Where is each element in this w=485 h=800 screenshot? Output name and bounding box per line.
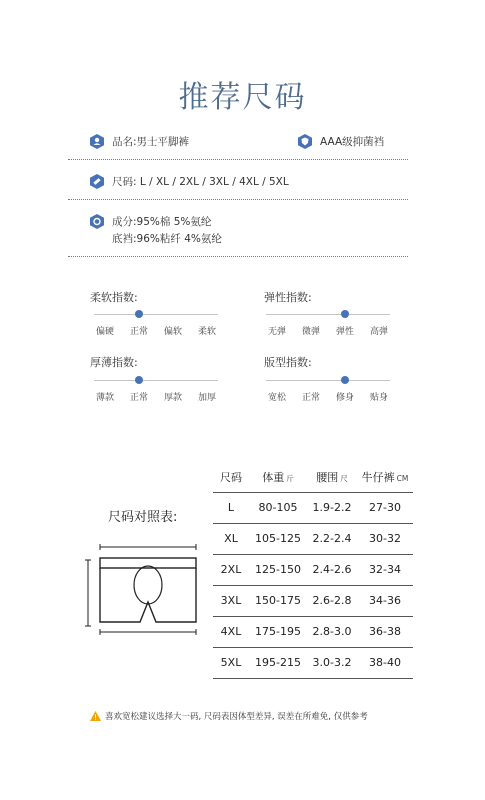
- scale-label: 高弹: [369, 327, 388, 337]
- table-row: 4XL 175-195 2.8-3.0 36-38: [213, 616, 413, 647]
- scale-label: 正常: [301, 393, 320, 403]
- boxer-diagram-icon: [74, 540, 204, 640]
- divider: [68, 159, 408, 160]
- product-name-row: [90, 134, 189, 149]
- header-waist: 腰围 尺: [307, 462, 357, 492]
- product-feature: AAA级抑菌裆: [320, 136, 385, 148]
- user-hex-icon: [90, 134, 104, 149]
- fit-index-title: 版型指数:: [264, 356, 312, 369]
- scale-label: 正常: [129, 327, 148, 337]
- scale-label: 柔软: [197, 327, 216, 337]
- divider: [68, 256, 408, 257]
- sizes-text: 尺码: L / XL / 2XL / 3XL / 4XL / 5XL: [112, 176, 289, 188]
- scale-label: 薄款: [95, 393, 114, 403]
- header-weight: 体重 斤: [249, 462, 307, 492]
- product-feature-row: [298, 134, 384, 149]
- scale-label: 厚款: [163, 393, 182, 403]
- shield-hex-icon: [298, 134, 312, 149]
- scale-label: 正常: [129, 393, 148, 403]
- size-table: [213, 462, 413, 679]
- scale-label: 修身: [335, 393, 354, 403]
- elasticity-marker: [341, 310, 349, 318]
- fit-marker: [341, 376, 349, 384]
- composition-row: [90, 214, 222, 248]
- product-name: 品名:男士平脚裤: [112, 136, 190, 148]
- scale-label: 加厚: [197, 393, 216, 403]
- softness-marker: [135, 310, 143, 318]
- table-header: [213, 462, 413, 492]
- table-row: XL 105-125 2.2-2.4 30-32: [213, 523, 413, 554]
- table-row: 3XL 150-175 2.6-2.8 34-36: [213, 585, 413, 616]
- scale-label: 偏硬: [95, 327, 114, 337]
- fabric-hex-icon: [90, 214, 104, 229]
- thickness-scale: [94, 376, 218, 406]
- scale-label: 偏软: [163, 327, 182, 337]
- table-row: 5XL 195-215 3.0-3.2 38-40: [213, 647, 413, 678]
- composition-main: 成分:95%棉 5%氨纶: [112, 216, 212, 228]
- scale-label: 贴身: [369, 393, 388, 403]
- scale-label: 宽松: [267, 393, 286, 403]
- elasticity-scale: [266, 310, 390, 340]
- scale-label: 无弹: [267, 327, 286, 337]
- composition-crotch: 底裆:96%粘纤 4%氨纶: [112, 233, 222, 245]
- softness-index-title: 柔软指数:: [90, 291, 138, 304]
- sizes-row: [90, 174, 289, 189]
- softness-scale: [94, 310, 218, 340]
- thickness-marker: [135, 376, 143, 384]
- page-title: 推荐尺码: [178, 80, 307, 115]
- table-row: L 80-105 1.9-2.2 27-30: [213, 492, 413, 523]
- disclaimer-text: 喜欢宽松建议选择大一码, 尺码表因体型差异, 误差在所难免, 仅供参考: [105, 712, 368, 722]
- divider: [68, 199, 408, 200]
- warning-icon: [90, 711, 101, 721]
- elasticity-index-title: 弹性指数:: [264, 291, 312, 304]
- header-jeans: 牛仔裤 CM: [357, 462, 413, 492]
- disclaimer-note: [90, 710, 368, 722]
- header-size: 尺码: [213, 462, 249, 492]
- ruler-hex-icon: [90, 174, 104, 189]
- size-chart-label: 尺码对照表:: [108, 510, 178, 525]
- table-row: 2XL 125-150 2.4-2.6 32-34: [213, 554, 413, 585]
- thickness-index-title: 厚薄指数:: [90, 356, 138, 369]
- scale-label: 微弹: [301, 327, 320, 337]
- scale-label: 弹性: [335, 327, 354, 337]
- fit-scale: [266, 376, 390, 406]
